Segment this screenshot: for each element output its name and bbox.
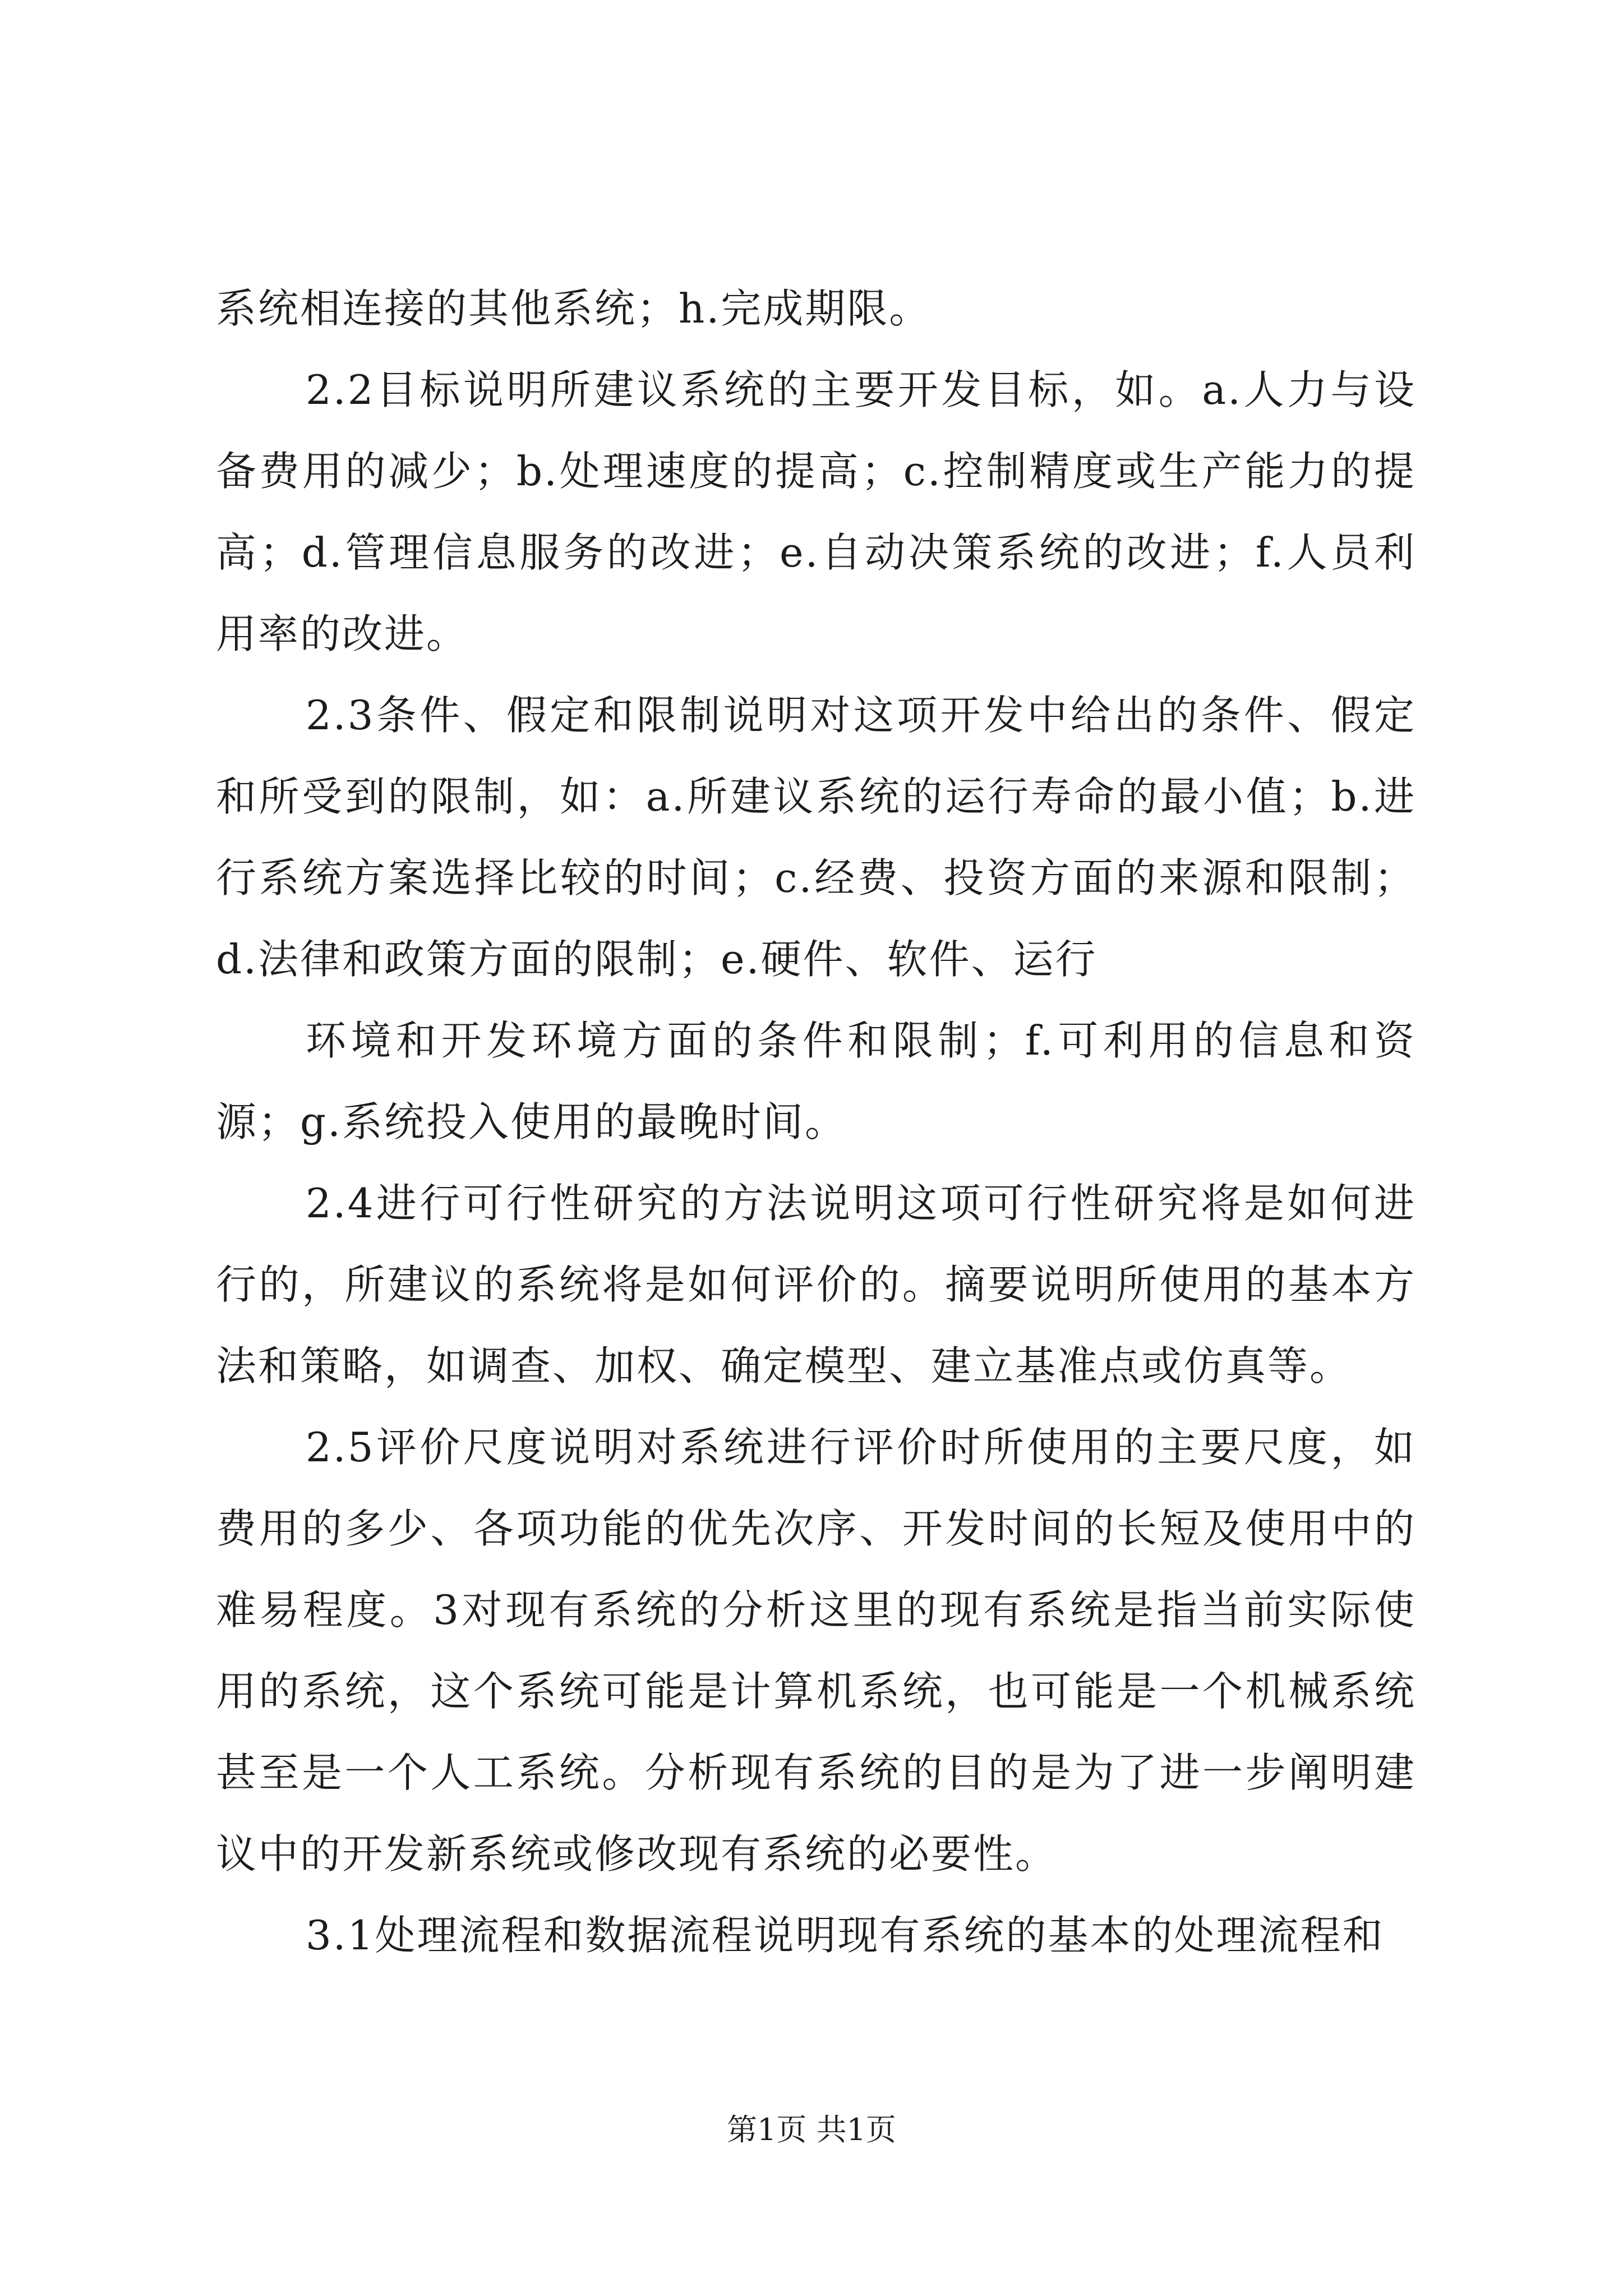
- paragraph-2-2-objectives: 2.2目标说明所建议系统的主要开发目标，如。a.人力与设备费用的减少；b.处理速度的提高；c.控制精度或生产能力的提高；d.管理信息服务的改进；e.自动决策系统的改进；f.人员利用率的改进。: [216, 366, 1416, 657]
- page-number-footer: 第1页 共1页: [727, 2112, 896, 2147]
- paragraph-2-5-evaluation: 2.5评价尺度说明对系统进行评价时所使用的主要尺度，如费用的多少、各项功能的优先次序、开发时间的长短及使用中的难易程度。3对现有系统的分析这里的现有系统是指当前实际使用的系统，这个系统可能是计算机系统，也可能是一个机械系统甚至是一个人工系统。分析现有系统的目的是为了进一步阐明建议中的开发新系统或修改现有系统的必要性。: [216, 1424, 1416, 1878]
- paragraph-2-3-conditions-continued: 环境和开发环境方面的条件和限制；f.可利用的信息和资源；g.系统投入使用的最晚时间。: [216, 1017, 1416, 1145]
- paragraph-2-3-conditions: 2.3条件、假定和限制说明对这项开发中给出的条件、假定和所受到的限制，如：a.所建议系统的运行寿命的最小值；b.进行系统方案选择比较的时间；c.经费、投资方面的来源和限制；d.法律和政策方面的限制；e.硬件、软件、运行: [216, 692, 1416, 983]
- document-body: [216, 268, 1416, 1976]
- paragraph-3-1-process-flow: 3.1处理流程和数据流程说明现有系统的基本的处理流程和: [306, 1912, 1385, 1959]
- paragraph-2-4-methods: 2.4进行可行性研究的方法说明这项可行性研究将是如何进行的，所建议的系统将是如何评价的。摘要说明所使用的基本方法和策略，如调查、加权、确定模型、建立基准点或仿真等。: [216, 1180, 1416, 1389]
- paragraph-continuation: 系统相连接的其他系统；h.完成期限。: [216, 285, 932, 332]
